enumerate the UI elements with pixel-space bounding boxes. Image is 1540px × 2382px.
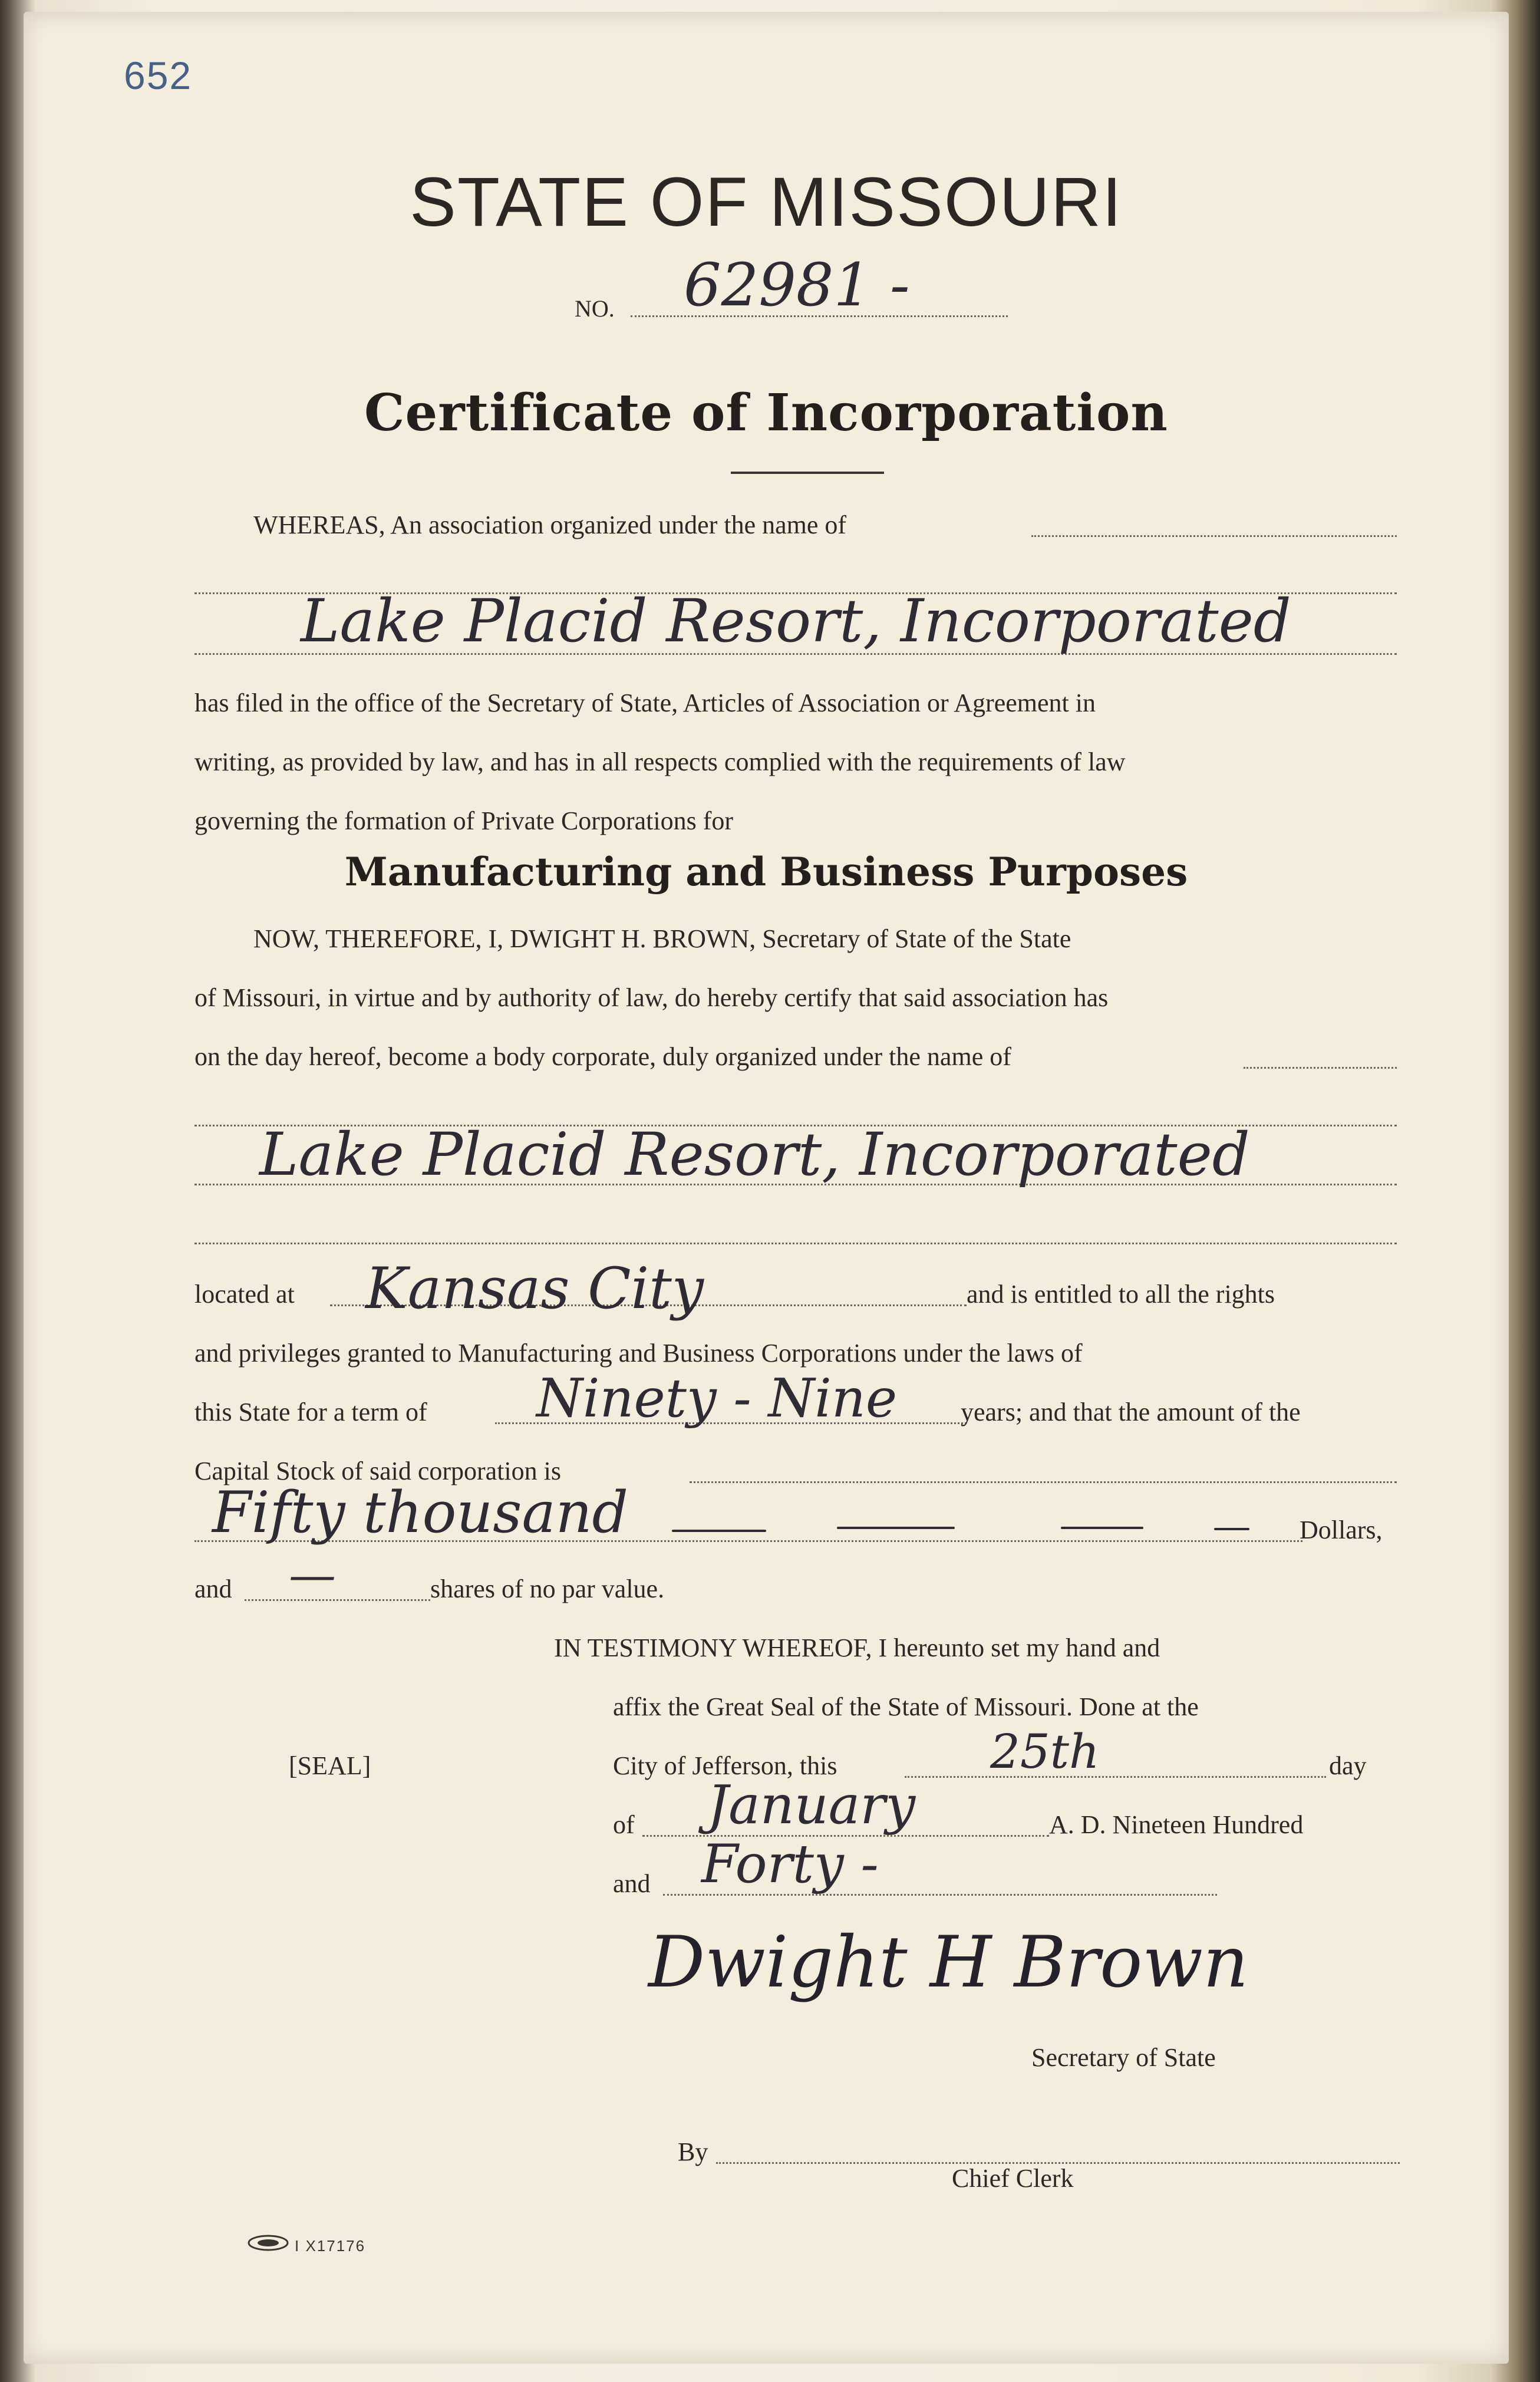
privileges-text: and privileges granted to Manufacturing and Business Corporations under the laws of: [194, 1339, 1083, 1368]
month-value: January: [707, 1774, 916, 1836]
capital-underline-1: [690, 1481, 1397, 1483]
dollars-text: Dollars,: [1300, 1515, 1383, 1544]
seal-label: [SEAL]: [289, 1751, 371, 1780]
fill-dash-1: [672, 1530, 766, 1532]
testimony-line-1: IN TESTIMONY WHEREOF, I hereunto set my hand and: [554, 1633, 1160, 1662]
fill-dash-2: [837, 1527, 955, 1529]
document-title: STATE OF MISSOURI: [410, 163, 1123, 241]
secretary-signature: Dwight H Brown: [648, 1922, 1249, 2004]
now-line-1: NOW, THEREFORE, I, DWIGHT H. BROWN, Secretary of State of the State: [253, 924, 1071, 953]
secretary-title: Secretary of State: [1031, 2043, 1216, 2072]
day-value: 25th: [990, 1724, 1100, 1779]
filed-line-3: governing the formation of Private Corporations for: [194, 806, 734, 835]
term-value: Ninety - Nine: [536, 1368, 898, 1429]
located-label: located at: [194, 1280, 295, 1309]
corporate-name-line-3: [194, 1243, 1397, 1244]
year-and-label: and: [613, 1869, 651, 1898]
term-label: this State for a term of: [194, 1398, 427, 1426]
shares-underline: [245, 1599, 430, 1601]
of-label: of: [613, 1810, 635, 1839]
and-label: and: [194, 1574, 232, 1603]
association-name-first: Lake Placid Resort, Incorporated: [301, 587, 1291, 655]
filed-line-1: has filed in the office of the Secretary of State, Articles of Association or Agreement in: [194, 688, 1096, 717]
certificate-heading: Certificate of Incorporation: [364, 383, 1168, 443]
shares-text: shares of no par value.: [430, 1574, 665, 1603]
ad-text: A. D. Nineteen Hundred: [1049, 1810, 1304, 1839]
association-name-second: Lake Placid Resort, Incorporated: [259, 1120, 1250, 1189]
now-line-2: of Missouri, in virtue and by authority of law, do hereby certify that said association has: [194, 983, 1109, 1012]
filed-line-2: writing, as provided by law, and has in all respects complied with the requirements of law: [194, 747, 1126, 776]
fill-dash-4: [1214, 1528, 1249, 1530]
union-label-icon: [248, 2234, 289, 2252]
years-text: years; and that the amount of the: [961, 1398, 1301, 1426]
page-number: 652: [124, 54, 193, 97]
entitled-text: and is entitled to all the rights: [967, 1280, 1275, 1309]
number-label: NO.: [575, 295, 615, 322]
heading-divider: [731, 472, 884, 474]
day-label: day: [1329, 1751, 1367, 1780]
shares-value: —: [289, 1547, 336, 1602]
now-underline: [1244, 1067, 1397, 1069]
capital-text: Capital Stock of said corporation is: [194, 1457, 561, 1485]
printer-code: I X17176: [295, 2237, 366, 2255]
now-line-3: on the day hereof, become a body corporate, duly organized under the name of: [194, 1042, 1011, 1071]
whereas-text: WHEREAS, An association organized under the name of: [253, 510, 847, 539]
city-label: City of Jefferson, this: [613, 1751, 837, 1780]
certificate-number: 62981 -: [684, 251, 910, 319]
whereas-underline: [1031, 535, 1397, 537]
testimony-line-2: affix the Great Seal of the State of Missouri. Done at the: [613, 1692, 1199, 1721]
certificate-sheet: [24, 12, 1509, 2364]
purposes-heading: Manufacturing and Business Purposes: [344, 849, 1188, 895]
location-value: Kansas City: [365, 1256, 704, 1322]
year-value: Forty -: [701, 1833, 879, 1895]
capital-value: Fifty thousand: [212, 1480, 628, 1546]
by-label: By: [678, 2137, 708, 2166]
day-underline: [905, 1776, 1326, 1778]
chief-clerk-label: Chief Clerk: [952, 2164, 1074, 2193]
fill-dash-3: [1061, 1527, 1143, 1529]
